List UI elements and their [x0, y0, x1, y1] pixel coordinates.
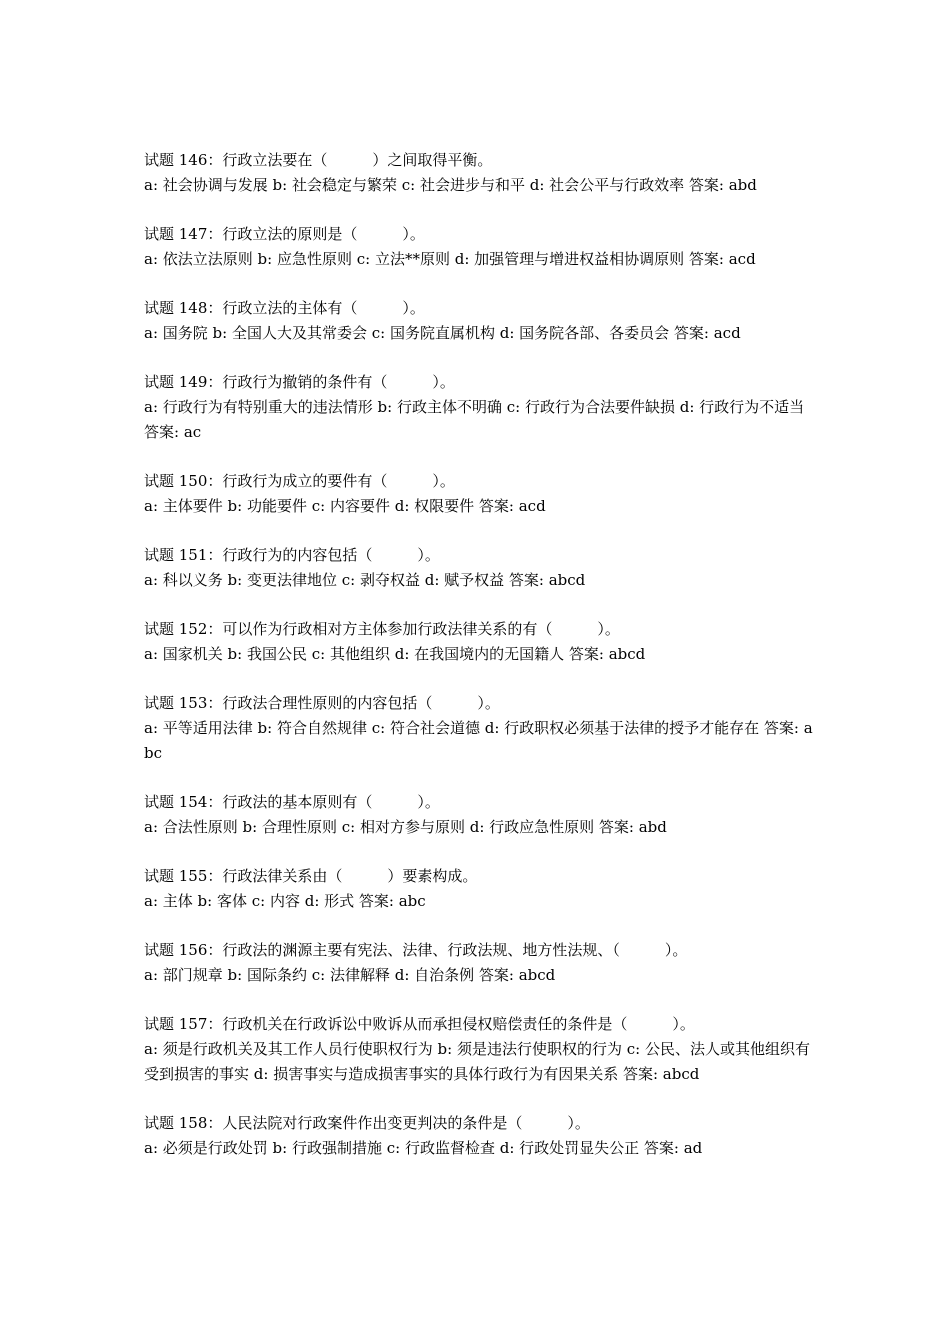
options-answer-text: a: 必须是行政处罚 b: 行政强制措施 c: 行政监督检查 d: 行政处罚显失公正 答案: ad	[144, 1139, 703, 1157]
question-block	[144, 864, 814, 914]
question-text: 试题 156：行政法的渊源主要有宪法、法律、行政法规、地方性法规、（ ）。	[144, 941, 688, 959]
question-block	[144, 691, 814, 766]
question-block	[144, 1111, 814, 1161]
options-answer-text: a: 平等适用法律 b: 符合自然规律 c: 符合社会道德 d: 行政职权必须基于法律的授予才能存在 答案: abc	[144, 719, 813, 762]
options-answer-text: a: 行政行为有特别重大的违法情形 b: 行政主体不明确 c: 行政行为合法要件缺损 d: 行政行为不适当 答案: ac	[144, 398, 805, 441]
question-text: 试题 147：行政立法的原则是（ ）。	[144, 225, 425, 243]
question-text: 试题 148：行政立法的主体有（ ）。	[144, 299, 425, 317]
question-block	[144, 469, 814, 519]
question-text: 试题 154：行政法的基本原则有（ ）。	[144, 793, 440, 811]
question-text: 试题 158：人民法院对行政案件作出变更判决的条件是（ ）。	[144, 1114, 590, 1132]
question-block	[144, 790, 814, 840]
options-answer-text: a: 科以义务 b: 变更法律地位 c: 剥夺权益 d: 赋予权益 答案: abcd	[144, 571, 586, 589]
document-page	[144, 148, 814, 1185]
question-block	[144, 296, 814, 346]
question-text: 试题 157：行政机关在行政诉讼中败诉从而承担侵权赔偿责任的条件是（ ）。	[144, 1015, 695, 1033]
question-block	[144, 1012, 814, 1087]
question-text: 试题 151：行政行为的内容包括（ ）。	[144, 546, 440, 564]
question-block	[144, 617, 814, 667]
options-answer-text: a: 依法立法原则 b: 应急性原则 c: 立法**原则 d: 加强管理与增进权益相协调原则 答案: acd	[144, 250, 756, 268]
question-block	[144, 938, 814, 988]
question-text: 试题 152：可以作为行政相对方主体参加行政法律关系的有（ ）。	[144, 620, 620, 638]
question-text: 试题 146：行政立法要在（ ）之间取得平衡。	[144, 151, 493, 169]
options-answer-text: a: 国务院 b: 全国人大及其常委会 c: 国务院直属机构 d: 国务院各部、各委员会 答案: acd	[144, 324, 741, 342]
options-answer-text: a: 须是行政机关及其工作人员行使职权行为 b: 须是违法行使职权的行为 c: 公民、法人或其他组织有受到损害的事实 d: 损害事实与造成损害事实的具体行政行为有因果关系 答案: abcd	[144, 1040, 810, 1083]
options-answer-text: a: 合法性原则 b: 合理性原则 c: 相对方参与原则 d: 行政应急性原则 答案: abd	[144, 818, 667, 836]
question-block	[144, 222, 814, 272]
options-answer-text: a: 主体要件 b: 功能要件 c: 内容要件 d: 权限要件 答案: acd	[144, 497, 546, 515]
options-answer-text: a: 部门规章 b: 国际条约 c: 法律解释 d: 自治条例 答案: abcd	[144, 966, 556, 984]
options-answer-text: a: 国家机关 b: 我国公民 c: 其他组织 d: 在我国境内的无国籍人 答案: abcd	[144, 645, 646, 663]
question-text: 试题 149：行政行为撤销的条件有（ ）。	[144, 373, 455, 391]
options-answer-text: a: 社会协调与发展 b: 社会稳定与繁荣 c: 社会进步与和平 d: 社会公平与行政效率 答案: abd	[144, 176, 757, 194]
question-block	[144, 370, 814, 445]
question-text: 试题 153：行政法合理性原则的内容包括（ ）。	[144, 694, 500, 712]
question-block	[144, 543, 814, 593]
options-answer-text: a: 主体 b: 客体 c: 内容 d: 形式 答案: abc	[144, 892, 426, 910]
question-text: 试题 155：行政法律关系由（ ）要素构成。	[144, 867, 478, 885]
question-block	[144, 148, 814, 198]
question-text: 试题 150：行政行为成立的要件有（ ）。	[144, 472, 455, 490]
